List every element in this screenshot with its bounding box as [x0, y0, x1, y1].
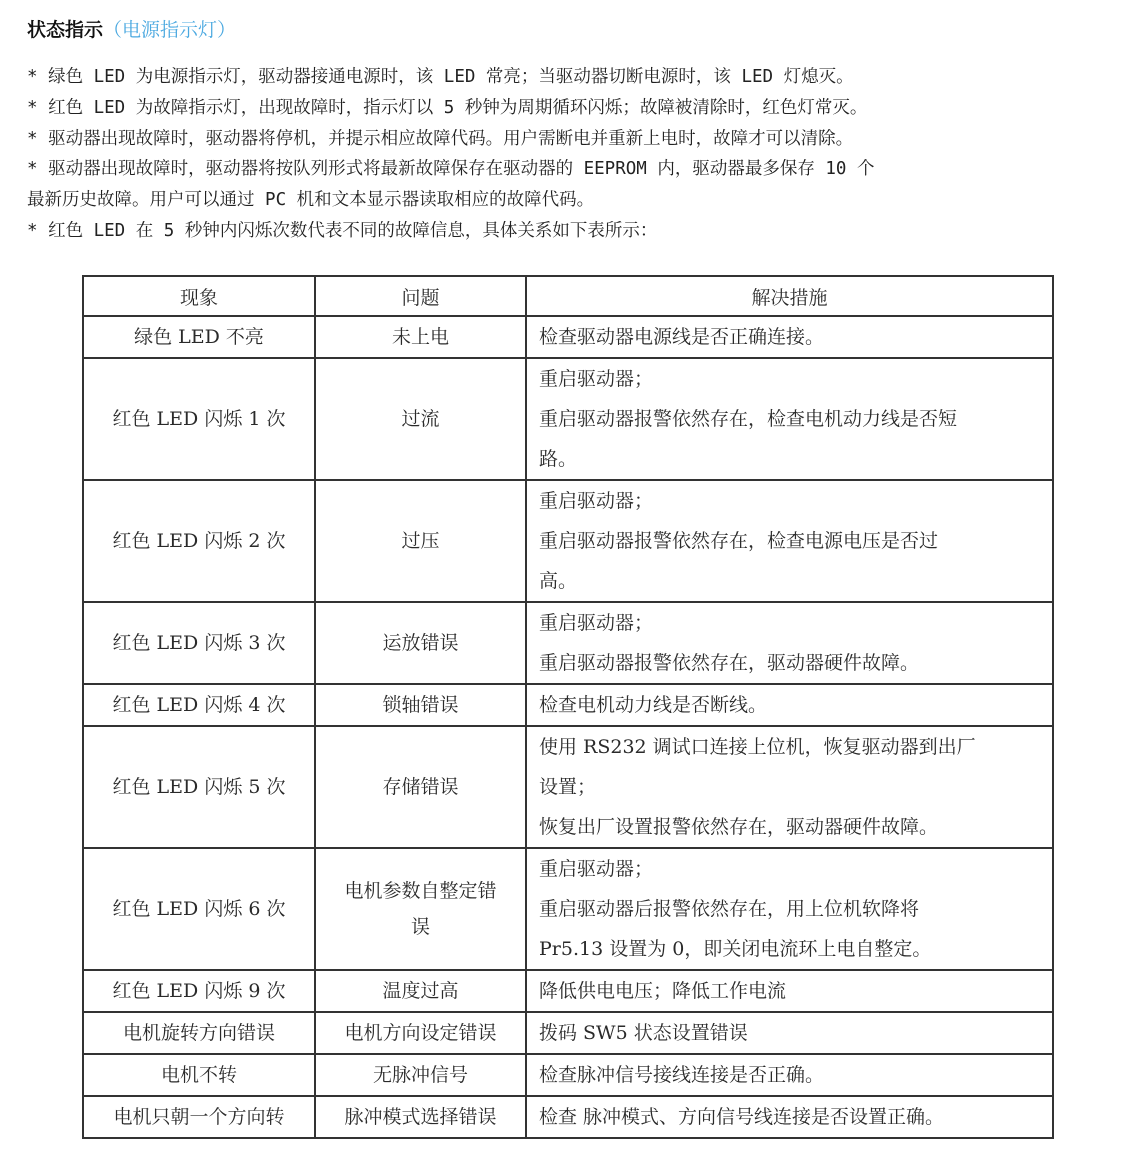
- table-header-row: [83, 276, 1053, 316]
- phenomenon-text: 红色 LED 闪烁 3 次: [112, 632, 286, 654]
- problem-cell: [315, 684, 526, 726]
- table-row: [83, 726, 1053, 848]
- section-heading: [27, 16, 236, 44]
- solution-cell: [526, 316, 1053, 358]
- solution-text: 重启驱动器后报警依然存在，用上位机软降将: [539, 898, 920, 920]
- problem-text: 运放错误: [382, 632, 459, 654]
- solution-text: 重启驱动器报警依然存在，驱动器硬件故障。: [539, 652, 920, 674]
- phenomenon-cell: [83, 1054, 315, 1096]
- solution-text: 检查脉冲信号接线连接是否正确。: [539, 1064, 825, 1086]
- phenomenon-text: 红色 LED 闪烁 5 次: [112, 776, 286, 798]
- solution-text: 重启驱动器；: [539, 490, 654, 512]
- solution-cell: [526, 358, 1053, 480]
- table-row: [83, 1012, 1053, 1054]
- bullet-line: * 驱动器出现故障时，驱动器将按队列形式将最新故障保存在驱动器的 EEPROM 内，驱动器最多保存 10 个: [27, 159, 875, 180]
- problem-text: 脉冲模式选择错误: [344, 1106, 497, 1128]
- problem-text: 存储错误: [382, 776, 459, 798]
- table-row: [83, 970, 1053, 1012]
- bullet-line: * 驱动器出现故障时，驱动器将停机，并提示相应故障代码。用户需断电并重新上电时，故障才可以清除。: [27, 128, 854, 149]
- solution-cell: [526, 480, 1053, 602]
- table-row: [83, 684, 1053, 726]
- solution-cell: [526, 602, 1053, 684]
- phenomenon-cell: [83, 358, 315, 480]
- fault-table: [82, 275, 1054, 1139]
- solution-text: Pr5.13 设置为 0，即关闭电流环上电自整定。: [539, 938, 932, 960]
- header-phenomenon: 现象: [83, 276, 315, 316]
- problem-text: 误: [410, 916, 430, 938]
- phenomenon-cell: [83, 316, 315, 358]
- problem-text: 过流: [401, 408, 440, 430]
- phenomenon-cell: [83, 970, 315, 1012]
- table-row: [83, 316, 1053, 358]
- solution-text: 设置；: [539, 776, 597, 798]
- solution-cell: [526, 1012, 1053, 1054]
- phenomenon-text: 红色 LED 闪烁 2 次: [112, 530, 286, 552]
- solution-text: 恢复出厂设置报警依然存在，驱动器硬件故障。: [539, 816, 939, 838]
- problem-text: 锁轴错误: [382, 694, 459, 716]
- header-solution: 解决措施: [526, 276, 1053, 316]
- bullet-line: * 红色 LED 为故障指示灯，出现故障时，指示灯以 5 秒钟为周期循环闪烁；故障被清除时，红色灯常灭。: [27, 97, 868, 118]
- table-row: [83, 602, 1053, 684]
- problem-cell: [315, 1054, 526, 1096]
- solution-cell: [526, 684, 1053, 726]
- phenomenon-cell: [83, 480, 315, 602]
- phenomenon-cell: [83, 1012, 315, 1054]
- solution-cell: [526, 848, 1053, 970]
- solution-text: 路。: [539, 448, 578, 470]
- phenomenon-cell: [83, 684, 315, 726]
- phenomenon-cell: [83, 1096, 315, 1138]
- solution-cell: [526, 1054, 1053, 1096]
- phenomenon-text: 红色 LED 闪烁 4 次: [112, 694, 286, 716]
- phenomenon-cell: [83, 602, 315, 684]
- bullet-line: * 绿色 LED 为电源指示灯，驱动器接通电源时，该 LED 常亮；当驱动器切断电源时，该 LED 灯熄灭。: [27, 67, 854, 87]
- table-row: [83, 1096, 1053, 1138]
- phenomenon-text: 红色 LED 闪烁 6 次: [112, 898, 286, 920]
- header-problem: 问题: [315, 276, 526, 316]
- phenomenon-text: 绿色 LED 不亮: [134, 326, 264, 348]
- table-row: [83, 848, 1053, 970]
- bullet-line: * 红色 LED 在 5 秒钟内闪烁次数代表不同的故障信息，具体关系如下表所示：: [27, 220, 658, 241]
- phenomenon-cell: [83, 848, 315, 970]
- phenomenon-text: 红色 LED 闪烁 9 次: [112, 980, 286, 1002]
- problem-cell: [315, 480, 526, 602]
- problem-cell: [315, 970, 526, 1012]
- phenomenon-cell: [83, 726, 315, 848]
- bullet-line: 最新历史故障。用户可以通过 PC 机和文本显示器读取相应的故障代码。: [27, 190, 595, 211]
- solution-cell: [526, 726, 1053, 848]
- solution-cell: [526, 1096, 1053, 1138]
- problem-text: 电机方向设定错误: [344, 1022, 497, 1044]
- solution-text: 检查 脉冲模式、方向信号线连接是否设置正确。: [539, 1106, 945, 1128]
- phenomenon-text: 电机不转: [160, 1064, 237, 1086]
- problem-text: 电机参数自整定错: [344, 880, 497, 902]
- table-row: [83, 358, 1053, 480]
- solution-text: 重启驱动器报警依然存在，检查电机动力线是否短: [539, 408, 958, 430]
- solution-text: 使用 RS232 调试口连接上位机，恢复驱动器到出厂: [539, 736, 976, 758]
- problem-cell: [315, 848, 526, 970]
- table-row: [83, 1054, 1053, 1096]
- problem-cell: [315, 358, 526, 480]
- phenomenon-text: 电机只朝一个方向转: [113, 1106, 285, 1128]
- solution-text: 检查驱动器电源线是否正确连接。: [539, 326, 825, 348]
- bullet-list: [27, 62, 1117, 247]
- problem-cell: [315, 1096, 526, 1138]
- problem-text: 未上电: [391, 326, 449, 348]
- solution-text: 重启驱动器；: [539, 858, 654, 880]
- phenomenon-text: 红色 LED 闪烁 1 次: [112, 408, 286, 430]
- problem-text: 过压: [401, 530, 440, 552]
- problem-cell: [315, 316, 526, 358]
- solution-text: 拨码 SW5 状态设置错误: [539, 1022, 748, 1044]
- solution-text: 检查电机动力线是否断线。: [539, 694, 768, 716]
- solution-text: 重启驱动器报警依然存在，检查电源电压是否过: [539, 530, 939, 552]
- table-row: [83, 480, 1053, 602]
- problem-cell: [315, 1012, 526, 1054]
- solution-cell: [526, 970, 1053, 1012]
- section-subtitle: （电源指示灯）: [103, 19, 237, 41]
- solution-text: 重启驱动器；: [539, 612, 654, 634]
- solution-text: 重启驱动器；: [539, 368, 654, 390]
- section-title: 状态指示: [27, 19, 104, 41]
- problem-text: 温度过高: [382, 980, 459, 1002]
- problem-cell: [315, 726, 526, 848]
- problem-text: 无脉冲信号: [372, 1064, 468, 1086]
- problem-cell: [315, 602, 526, 684]
- phenomenon-text: 电机旋转方向错误: [122, 1022, 275, 1044]
- solution-text: 降低供电电压；降低工作电流: [539, 980, 787, 1002]
- solution-text: 高。: [539, 570, 578, 592]
